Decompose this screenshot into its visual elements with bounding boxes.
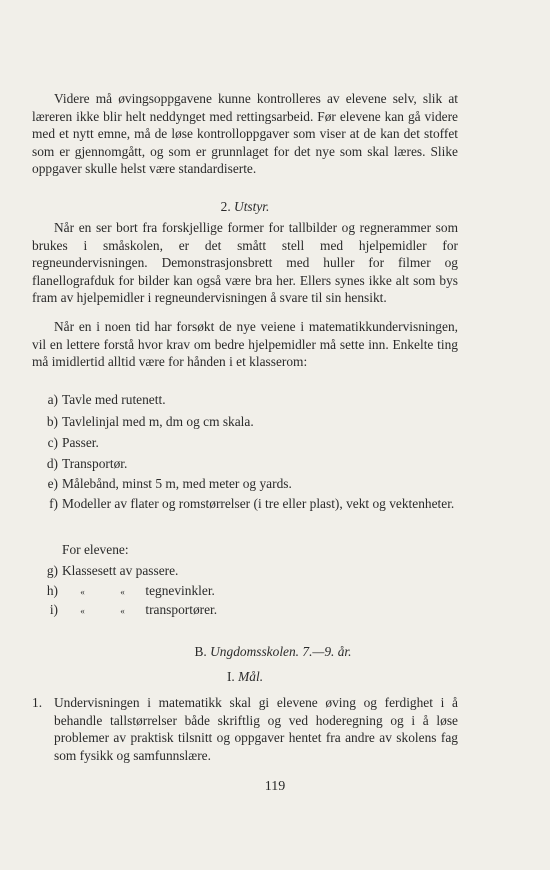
list-text: Tavlelinjal med m, dm og cm skala. <box>62 414 254 429</box>
paragraph-new-ways: Når en i noen tid har forsøkt de nye veiene i matematikkundervisningen, vil en lettere forstå hvor krav om bedre hjelpemidler må sette inn. Enkelte ting må imidlertid alltid være for hånden i et klasserom: <box>32 319 458 370</box>
numbered-item <box>32 694 458 764</box>
page-number: 119 <box>264 779 286 794</box>
list-text: tegnevinkler. <box>145 583 215 598</box>
list-marker: c) <box>47 435 58 450</box>
paragraph-exercises: Videre må øvingsoppgavene kunne kontrolleres av elevene selv, slik at læreren ikke blir helt neddynget med rettingsarbeid. Før elevene kan gå videre med et nytt emne, må de løse kontrolloppgaver som viser at de kan det stoffet som er gjennomgått, og som er grunnlaget for det nye som skal læres. Slike oppgaver skulle helst være standardiserte. <box>32 91 458 177</box>
item-text: Undervisningen i matematikk skal gi elevene øving og ferdighet i å behandle tallstørrelser både skriftlig og ved hoderegning og i å løse problemer av praktisk tilsnitt og oppgaver hentet fra andre av skolens fag som fysikk og samfunnslære. <box>54 695 458 763</box>
for-elevene-label: For elevene: <box>62 542 129 557</box>
list-item <box>32 434 458 452</box>
list-marker: i) <box>49 602 58 617</box>
list-item <box>32 413 458 431</box>
list-marker: g) <box>46 563 58 578</box>
section-b-letter: B. <box>194 644 207 659</box>
ditto-mark: « <box>80 587 84 597</box>
list-text: transportører. <box>145 602 218 617</box>
list-marker: e) <box>47 476 58 491</box>
list-text: Målebånd, minst 5 m, med meter og yards. <box>62 476 292 491</box>
heading-utstyr-title: Utstyr. <box>234 199 270 214</box>
list-marker: b) <box>46 414 58 429</box>
list-item <box>32 582 458 602</box>
list-item <box>32 475 458 493</box>
list-item <box>32 562 458 580</box>
list-text: Modeller av flater og romstørrelser (i tre eller plast), vekt og vektenheter. <box>62 496 455 511</box>
section-b-title: Ungdomsskolen. 7.—9. år. <box>210 644 352 659</box>
item-number: 1. <box>32 695 43 710</box>
heading-section-i <box>32 668 458 685</box>
ditto-mark: « <box>120 606 124 616</box>
heading-utstyr <box>32 198 458 215</box>
heading-utstyr-number: 2. <box>220 199 231 214</box>
list-text: Klassesett av passere. <box>62 563 179 578</box>
section-i-title: Mål. <box>238 669 264 684</box>
heading-section-b <box>60 643 486 660</box>
list-item <box>32 495 458 513</box>
list-text: Tavle med rutenett. <box>62 392 166 407</box>
list-marker: f) <box>49 496 58 511</box>
section-i-number: I. <box>226 669 235 684</box>
ditto-mark: « <box>120 587 124 597</box>
list-marker: d) <box>46 456 58 471</box>
paragraph-equipment: Når en ser bort fra forskjellige former for tallbilder og regnerammer som brukes i småskolen, er det smått stell med hjelpemidler for regneundervisningen. Demonstrasjonsbrett med huller for filmer og flanellografduk for bilder kan også være bra her. Ellers synes ikke alt som bys fram av hjelpemidler i regneundervisningen å svare til sin hensikt. <box>32 220 458 306</box>
list-marker: h) <box>46 583 58 598</box>
ditto-mark: « <box>80 606 84 616</box>
list-text: Transportør. <box>62 456 128 471</box>
list-text: Passer. <box>62 435 99 450</box>
list-marker: a) <box>47 392 58 407</box>
list-item <box>32 455 458 473</box>
list-item <box>32 391 458 409</box>
list-item <box>32 601 458 621</box>
